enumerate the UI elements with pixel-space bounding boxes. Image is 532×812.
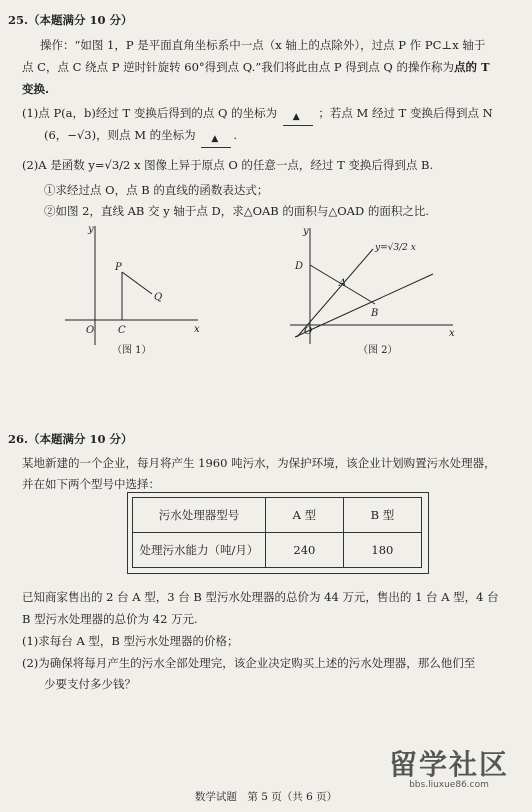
purifier-table [132, 497, 422, 568]
fig1-point-p-label: P [115, 262, 122, 273]
page-footer: 数学试题 第 5 页（共 6 页） [194, 791, 338, 803]
q25-intro-line-2-text: 点 C，点 C 绕点 P 逆时针旋转 60°得到点 Q.”我们将此由点 P 得到点 Q 的操作称为 [22, 60, 454, 74]
q25-intro-line-3: 变换. [22, 82, 50, 96]
q26-text-line-1: 已知商家售出的 2 台 A 型，3 台 B 型污水处理器的总价为 44 万元，售出的 1 台 A 型，4 台 [22, 590, 499, 604]
q25-intro-line-2 [22, 60, 490, 75]
q26-text-line-2: B 型污水处理器的总价为 42 万元. [22, 612, 198, 626]
figure-2-graph [285, 222, 460, 347]
table-row [133, 533, 422, 568]
q26-intro-line-2: 并在如下两个型号中选择： [22, 477, 160, 491]
q25-part1-line-1 [22, 106, 493, 126]
table-cell-type-b-capacity: 180 [343, 533, 421, 568]
table-header-type-b: B 型 [343, 498, 421, 533]
q26-intro-line-1: 某地新建的一个企业，每月将产生 1960 吨污水，为保护环境，该企业计划购置污水处理器， [22, 456, 496, 470]
watermark-url: bbs.liuxue86.com [409, 780, 489, 790]
fig2-point-a-label: A [339, 278, 347, 289]
q25-sub-question-1: ①求经过点 O，点 B 的直线的函数表达式； [44, 183, 269, 197]
q25-part2: (2)A 是函数 y=√3/2 x 图像上异于原点 O 的任意一点，经过 T 变换后得到点 B. [22, 158, 434, 172]
figure-1 [60, 220, 210, 350]
q25-sub-question-2: ②如图 2，直线 AB 交 y 轴于点 D，求△OAB 的面积与△OAD 的面积之比. [44, 204, 430, 218]
q26-part1: (1)求每台 A 型，B 型污水处理器的价格； [22, 634, 239, 648]
table-header-type-a: A 型 [265, 498, 343, 533]
table-cell-type-a-capacity: 240 [265, 533, 343, 568]
figure-2 [285, 222, 460, 347]
fig1-point-q-label: Q [154, 292, 163, 303]
table-header-model: 污水处理器型号 [133, 498, 266, 533]
t-transform-term: 点的 T [453, 60, 490, 74]
q26-header: 26.（本题满分 10 分） [8, 432, 133, 446]
answer-blank-2 [201, 130, 231, 148]
fig2-point-d-label: D [295, 261, 304, 272]
q25-part1-text-c: (6，−√3)，则点 M 的坐标为 [44, 128, 196, 142]
q25-part1-end: . [233, 128, 237, 142]
fig2-function-line [297, 249, 373, 337]
figure-2-caption: （图 2） [358, 345, 398, 356]
q25-intro-line-1: 操作：“如图 1，P 是平面直角坐标系中一点（x 轴上的点除外），过点 P 作 PC⊥x 轴于 [40, 38, 486, 52]
fig1-x-label: x [194, 324, 200, 335]
figure-1-graph [60, 220, 210, 350]
watermark-logo: 留学社区 [388, 748, 509, 781]
fig1-point-c-label: C [118, 325, 126, 336]
fig2-x-label: x [449, 328, 455, 339]
q25-part1-line-2 [44, 128, 237, 148]
fig2-line-ob [295, 274, 433, 337]
answer-blank-1 [283, 108, 313, 126]
site-watermark [374, 743, 524, 790]
q25-header: 25.（本题满分 10 分） [8, 13, 133, 27]
fig2-origin-label: O [304, 326, 313, 337]
table-row [133, 498, 422, 533]
answer-marker-1: ▲ [292, 112, 300, 122]
q25-part1-text-a: (1)点 P(a，b)经过 T 变换后得到的点 Q 的坐标为 [22, 106, 278, 120]
fig1-segment-pq [122, 272, 152, 294]
fig1-y-label: y [88, 224, 94, 235]
fig2-y-label: y [303, 226, 309, 237]
q26-part2-line-2: 少要支付多少钱？ [44, 677, 136, 691]
q26-part2-line-1: (2)为确保将每月产生的污水全部处理完，该企业决定购买上述的污水处理器，那么他们至 [22, 656, 476, 670]
answer-marker-2: ▲ [211, 134, 219, 144]
q25-part1-text-b: ；若点 M 经过 T 变换后得到点 N [318, 106, 493, 120]
figure-1-caption: （图 1） [112, 345, 152, 356]
fig2-point-b-label: B [371, 308, 379, 319]
fig2-function-label: y=√3/2 x [375, 243, 416, 253]
fig1-origin-label: O [86, 325, 95, 336]
table-cell-capacity-label: 处理污水能力（吨/月） [133, 533, 266, 568]
